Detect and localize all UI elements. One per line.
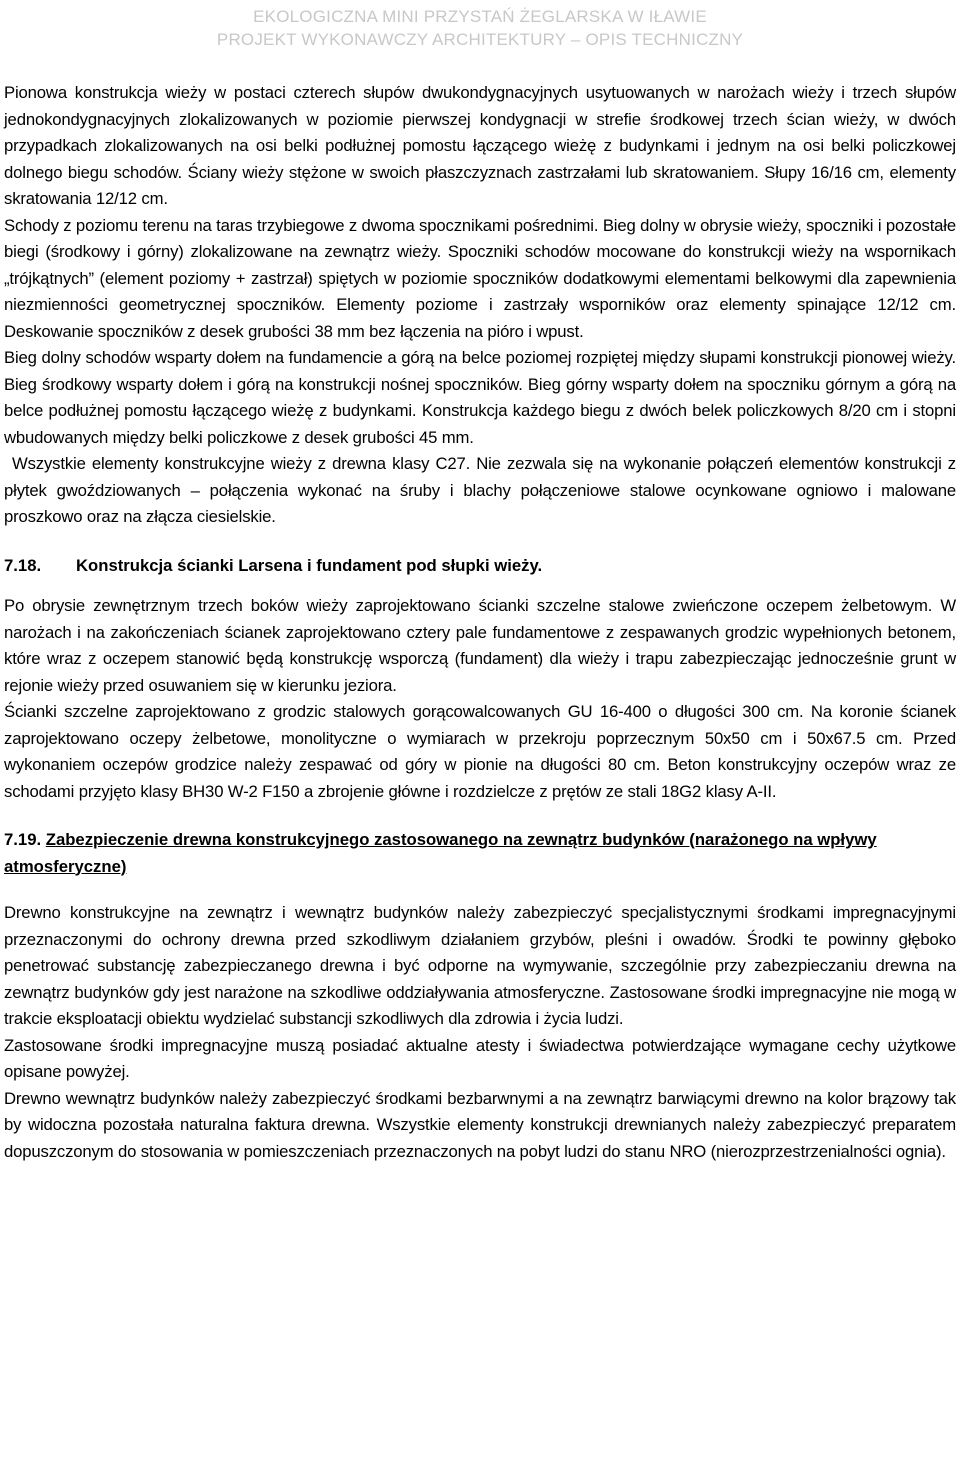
paragraph-stair-runs: Bieg dolny schodów wsparty dołem na fundamencie a górą na belce poziomej rozpiętej między słupami konstrukcji pionowej wieży. Bieg środkowy wsparty dołem i górą na konstrukcji nośnej spoczników. Bieg górny wsparty dołem na spoczniku górnym a górą na belce podłużnej pomostu łączącego wieżę z budynkami. Konstrukcja każdego biegu z dwóch belek policzkowych 8/20 cm i stopni wbudowanych między belki policzkowe z desek grubości 45 mm. <box>4 348 956 447</box>
header-project-title: EKOLOGICZNA MINI PRZYSTAŃ ŻEGLARSKA W IŁAWIE <box>253 7 707 26</box>
paragraph-tower-structure: Pionowa konstrukcja wieży w postaci czterech słupów dwukondygnacyjnych usytuowanych w narożach wieży i trzech słupów jednokondygnacyjnych zlokalizowanych w poziomie pierwszej kondygnacji w strefie środkowej trzech ścian wieży, w dwóch przypadkach zlokalizowanych na osi belki podłużnej pomostu łączącego wieżę z budynkami i jednym na osi belki policzkowej dolnego biegu schodów. Ściany wieży stężone w swoich płaszczyznach zastrzałami lub skratowaniem. Słupy 16/16 cm, elementy skratowania 12/12 cm. <box>4 83 956 208</box>
page-header <box>0 0 960 51</box>
section-heading-7-18 <box>4 553 956 580</box>
paragraph-sheet-piling-specs: Ścianki szczelne zaprojektowano z grodzic stalowych gorącowalcowanych GU 16-400 o długości 300 cm. Na koronie ścianek zaprojektowano oczepy żelbetowe, monolityczne o wymiarach w przekroju poprzecznym 50x50 cm i 50x67.5 cm. Przed wykonaniem oczepów grodzice należy zespawać od góry w pionie na długości 80 cm. Beton konstrukcyjny oczepów wraz ze schodami przyjęto klasy BH30 W-2 F150 a zbrojenie główne i rozdzielcze z prętów ze stali 18G2 klasy A-II. <box>4 702 956 801</box>
section-number: 7.19. <box>4 830 42 849</box>
header-document-title: PROJEKT WYKONAWCZY ARCHITEKTURY – OPIS TECHNICZNY <box>216 30 744 49</box>
section-title: Zabezpieczenie drewna konstrukcyjnego zastosowanego na zewnątrz budynków (narażonego na wpływy atmosferyczne) <box>4 830 877 876</box>
section-title: Konstrukcja ścianki Larsena i fundament pod słupki wieży. <box>76 555 543 575</box>
document-body <box>4 80 956 1165</box>
paragraph-sheet-piling: Po obrysie zewnętrznym trzech boków wieży zaprojektowano ścianki szczelne stalowe zwieńczone oczepem żelbetowym. W narożach i na zakończeniach ścianek zaprojektowano cztery pale fundamentowe z zespawanych grodzic wypełnionych betonem, które wraz z oczepem stanowić będą konstrukcję wsporczą (fundament) dla wieży i trapu zabezpieczając jednocześnie grunt w rejonie wieży przed osuwaniem się w kierunku jeziora. <box>4 596 956 695</box>
paragraph-timber-class: Wszystkie elementy konstrukcyjne wieży z drewna klasy C27. Nie zezwala się na wykonanie połączeń elementów konstrukcji z płytek gwoździowanych – połączenia wykonać na śruby i blachy połączeniowe stalowe ocynkowane ogniowo i malowane proszkowo oraz na złącza ciesielskie. <box>4 454 956 526</box>
paragraph-certificates: Zastosowane środki impregnacyjne muszą posiadać aktualne atesty i świadectwa potwierdzające wymagane cechy użytkowe opisane powyżej. <box>4 1035 956 1081</box>
section-heading-7-19 <box>4 827 956 880</box>
section-number: 7.18. <box>4 555 42 575</box>
paragraph-coloring: Drewno wewnątrz budynków należy zabezpieczyć środkami bezbarwnymi a na zewnątrz barwiącymi drewno na kolor brązowy tak by widoczna pozostała naturalna faktura drewna. Wszystkie elementy konstrukcji drewnianych należy zabezpieczyć preparatem dopuszczonym do stosowania w pomieszczeniach przeznaczonych na pobyt ludzi do stanu NRO (nierozprzestrzenialności ognia). <box>4 1088 956 1161</box>
paragraph-stairs: Schody z poziomu terenu na taras trzybiegowe z dwoma spocznikami pośrednimi. Bieg dolny w obrysie wieży, spoczniki i pozostałe biegi (środkowy i górny) zlokalizowane na zewnątrz wieży. Spoczniki schodów mocowane do konstrukcji wieży na wspornikach „trójkątnych” (element poziomy + zastrzał) spiętych w poziomie spoczników dodatkowymi elementami belkowymi dla zapewnienia niezmienności geometrycznej spoczników. Elementy poziome i zastrzały wsporników oraz elementy spinające 12/12 cm. Deskowanie spoczników z desek grubości 38 mm bez łączenia na pióro i wpust. <box>4 215 956 341</box>
paragraph-impregnation: Drewno konstrukcyjne na zewnątrz i wewnątrz budynków należy zabezpieczyć specjalistycznymi środkami impregnacyjnymi przeznaczonymi do ochrony drewna przed szkodliwym działaniem grzybów, pleśni i owadów. Środki te powinny głęboko penetrować substancję zabezpieczanego drewna i być odporne na wymywanie, szczególnie przy zabezpieczaniu drewna na zewnątrz budynków gdy jest narażone na szkodliwe oddziaływania atmosferyczne. Zastosowane środki impregnacyjne nie mogą w trakcie eksploatacji obiektu wydzielać substancji szkodliwych dla zdrowia i życia ludzi. <box>4 903 956 1028</box>
